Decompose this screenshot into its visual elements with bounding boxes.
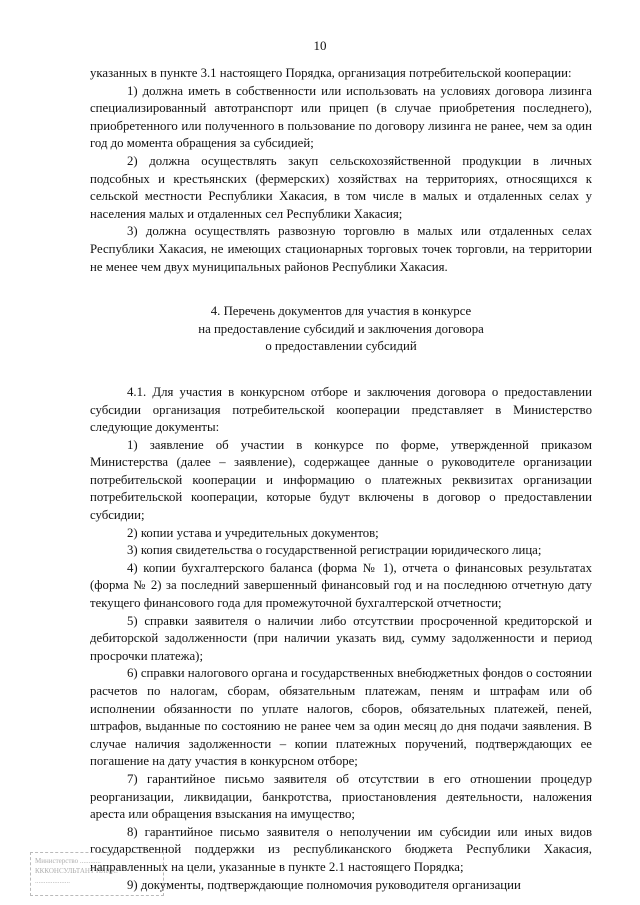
heading-line: на предоставление субсидий и заключения договора [198, 321, 484, 336]
list-item: 2) копии устава и учредительных документов; [127, 525, 379, 540]
list-item: 6) справки налогового органа и государственных внебюджетных фондов о состоянии расчетов по налогам, сборам, обязательным платежам, пеням и штрафам или об исполнении обязанности по уплате налогов, сборов, обязательных платежей, пеней, штрафов, выданные по состоянию не ранее чем за один месяц до дня подачи заявления. В случае наличия задолженности – копии платежных поручений, подтверждающих ее погашение на дату участия в конкурсном отборе; [90, 666, 592, 769]
page-number: 10 [313, 38, 327, 53]
stamp-line: Министерство ............ [35, 857, 101, 865]
faded-stamp [30, 852, 164, 896]
stamp-line: КККОНСУЛЬТАНТ ПЛЮС [35, 867, 118, 875]
document-body [90, 65, 592, 894]
list-item: 5) справки заявителя о наличии либо отсутствии просроченной кредиторской и дебиторской задолженности (при наличии указать вид, сумму задолженности и период просрочки платежа); [90, 613, 592, 663]
stamp-line: .................... [35, 877, 70, 885]
paragraph: указанных в пункте 3.1 настоящего Порядка, организация потребительской кооперации: [90, 66, 572, 80]
paragraph: 3) должна осуществлять развозную торговлю в малых или отдаленных селах Республики Хакасия, не имеющих стационарных торговых точек торговли, на территории не менее чем двух муниципальных районов Республики Хакасия. [90, 224, 592, 274]
section-heading [90, 303, 592, 356]
heading-line: о предоставлении субсидий [265, 339, 417, 354]
heading-line: 4. Перечень документов для участия в конкурсе [210, 304, 472, 319]
paragraph: 2) должна осуществлять закуп сельскохозяйственной продукции в личных подсобных и крестьянских (фермерских) хозяйствах на территориях, относящихся к сельской местности Республики Хакасия, в том числе в малых и отдаленных селах у населения малых и отдаленных сел Республики Хакасия; [90, 153, 592, 221]
paragraph: 4.1. Для участия в конкурсном отборе и заключения договора о предоставлении субсидии организация потребительской кооперации представляет в Министерство следующие документы: [90, 384, 592, 435]
list-item: 9) документы, подтверждающие полномочия руководителя организации [127, 877, 521, 892]
paragraph: 1) должна иметь в собственности или использовать на условиях договора лизинга специализированный автотранспорт или прицеп (в случае приобретения последнего), приобретенного или полученного в пользование по договору лизинга не ранее, чем за один год до момента обращения за субсидией; [90, 83, 592, 151]
list-item: 8) гарантийное письмо заявителя о неполучении им субсидии или иных видов государственной поддержки из республиканского бюджета Республики Хакасия, направленных на цели, указанные в пункте 2.1 настоящего Порядка; [90, 824, 592, 874]
list-item: 4) копии бухгалтерского баланса (форма № 1), отчета о финансовых результатах (форма № 2) за последний завершенный финансовый год и на последнюю отчетную дату текущего финансового года для промежуточной бухгалтерской отчетности; [90, 560, 592, 611]
list-item: 7) гарантийное письмо заявителя об отсутствии в его отношении процедур реорганизации, ликвидации, банкротства, приостановления деятельности, наложения ареста или обращения взыскания на имущество; [90, 771, 592, 822]
list-item: 3) копия свидетельства о государственной регистрации юридического лица; [127, 543, 542, 558]
list-item: 1) заявление об участии в конкурсе по форме, утвержденной приказом Министерства (далее – заявление), содержащее данные о руководителе организации потребительской кооперации и информацию о платежных реквизитах организации потребительской кооперации, которые будут включены в договор о предоставлении субсидии; [90, 437, 592, 523]
